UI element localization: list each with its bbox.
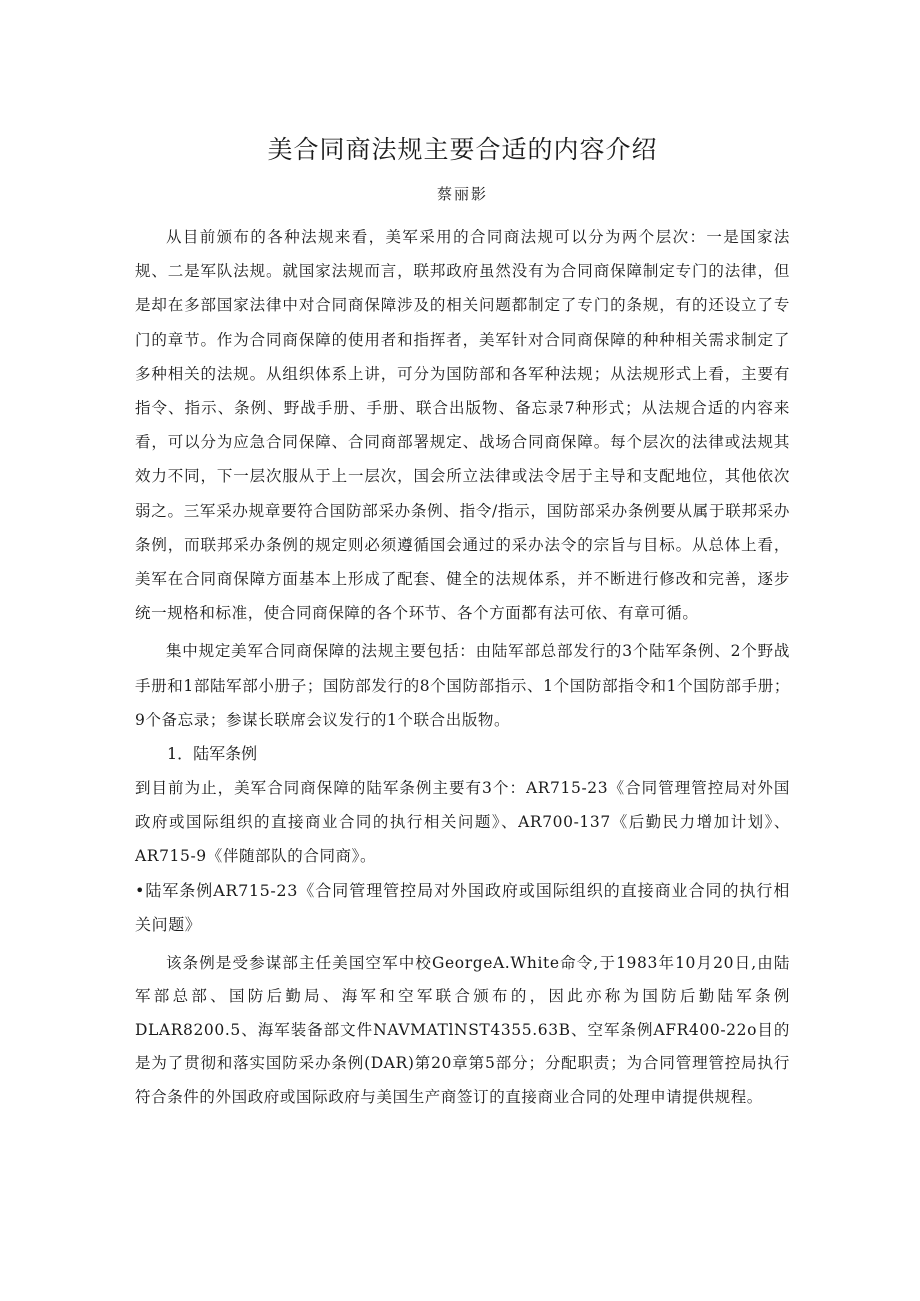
section-intro-paragraph: 到目前为止，美军合同商保障的陆军条例主要有3个：AR715-23《合同管理管控局对外国政府或国际组织的直接商业合同的执行相关问题》、AR700-137《后勤民力增加计划》、AR715-9《伴随部队的合同商》。 [135, 779, 790, 866]
document-page [135, 128, 790, 1114]
document-author: 蔡丽影 [436, 185, 488, 203]
bullet-heading-ar715-23: •陆军条例AR715-23《合同管理管控局对外国政府或国际组织的直接商业合同的执行相关问题》 [135, 880, 790, 935]
section-detail-paragraph: 该条例是受参谋部主任美国空军中校GeorgeA.White命令,于1983年10月20日,由陆军部总部、国防后勤局、海军和空军联合颁布的，因此亦称为国防后勤陆军条例DLAR8200.5、海军装备部文件NAVMATlNST4355.63B、空军条例AFR400-22o目的是为了贯彻和落实国防采办条例(DAR)第20章第5部分；分配职责；为合同管理管控局执行符合条件的外国政府或国际政府与美国生产商签订的直接商业合同的处理申请提供规程。 [135, 953, 790, 1106]
body-paragraph-2: 集中规定美军合同商保障的法规主要包括：由陆军部总部发行的3个陆军条例、2个野战手册和1部陆军部小册子；国防部发行的8个国防部指示、1个国防部指令和1个国防部手册；9个备忘录；参谋长联席会议发行的1个联合出版物。 [135, 642, 790, 729]
document-title: 美合同商法规主要合适的内容介绍 [267, 135, 658, 164]
body-paragraph-1: 从目前颁布的各种法规来看，美军采用的合同商法规可以分为两个层次：一是国家法规、二是军队法规。就国家法规而言，联邦政府虽然没有为合同商保障制定专门的法律，但是却在多部国家法律中对合同商保障涉及的相关问题都制定了专门的条规，有的还设立了专门的章节。作为合同商保障的使用者和指挥者，美军针对合同商保障的种种相关需求制定了多种相关的法规。从组织体系上讲，可分为国防部和各军种法规；从法规形式上看，主要有指令、指示、条例、野战手册、手册、联合出版物、备忘录7种形式；从法规合适的内容来看，可以分为应急合同保障、合同商部署规定、战场合同商保障。每个层次的法律或法规其效力不同，下一层次服从于上一层次，国会所立法律或法令居于主导和支配地位，其他依次弱之。三军采办规章要符合国防部采办条例、指令/指示，国防部采办条例要从属于联邦采办条例，而联邦采办条例的规定则必须遵循国会通过的采办法令的宗旨与目标。从总体上看，美军在合同商保障方面基本上形成了配套、健全的法规体系，并不断进行修改和完善，逐步统一规格和标准，使合同商保障的各个环节、各个方面都有法可依、有章可循。 [135, 228, 790, 623]
section-heading-army-regulations: 1．陆军条例 [167, 744, 258, 764]
